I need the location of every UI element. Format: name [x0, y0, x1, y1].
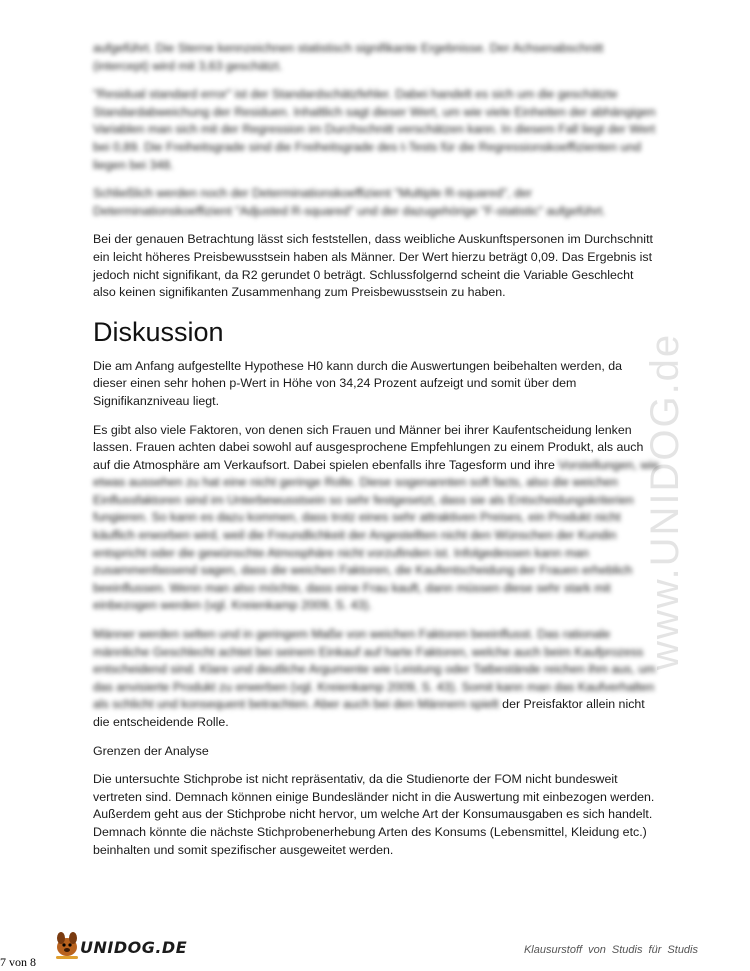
paragraph-men-blurred: Männer werden selten und in geringem Maße von weichen Faktoren beeinflusst. Das rationale männliche Geschlecht achtet bei seinem Einkauf auf harte Faktoren, welche auch beim Kaufprozess entscheidend sind. Klare und deutliche Argumente wie Leistung oder Tatbestände reichen ihm aus, um das anvisierte Produkt zu erwerben (vgl. Kreienkamp 2009, S. 43). Somit kann man das Kaufverhalten als schlicht und konsequent betrachten. Aber auch bei den Männern spielt [93, 627, 656, 712]
paragraph-men-visible: der Preisfaktor allein nicht die entscheidende Rolle. [93, 697, 645, 729]
page-content [93, 40, 659, 870]
paragraph-factors-blurred: Vorstellungen, wie etwas aussehen zu hat eine nicht geringe Rolle. Diese sogenannten soft facts, also die weichen Einflussfaktoren sind im Unterbewusstsein so sehr festgesetzt, dass sie als Entscheidungskriterien fungieren. So kann es dazu kommen, dass trotz eines sehr attraktiven Preises, ein Produkt nicht käuflich erworben wird, weil die Freundlichkeit der Angestellten nicht den Wünschen der Kundin entspricht oder die gewünschte Atmosphäre nicht vorzufinden ist. Infolgedessen kann man zusammenfassend sagen, dass die weichen Faktoren, die Kaufentscheidung der Frauen erheblich beeinflussen. Wenn man also möchte, dass eine Frau kauft, dann müssen diese sehr stark mit einbezogen werden (vgl. Kreienkamp 2009, S. 43). [93, 457, 659, 613]
subheading-limits: Grenzen der Analyse [93, 743, 209, 758]
heading-diskussion: Diskussion [93, 316, 224, 347]
paragraph-residual-error: "Residual standard error" ist der Standardschätzfehler. Dabei handelt es sich um die geschätzte Standardabweichung der Residuen. Inhaltlich sagt dieser Wert, um wie viele Einheiten der abhängigen Variablen man sich mit der Regression im Durchschnitt verschätzen kann. In diesem Fall liegt der Wert bei 0,89. Die Freiheitsgrade sind die Freiheitsgrade des t-Tests für die Regressionskoeffizienten und liegen bei 348. [93, 87, 656, 172]
footer-logo-text: UNIDOG.DE [80, 938, 188, 957]
watermark-text: www.UNIDOG.de [643, 332, 687, 670]
paragraph-gender-result: Bei der genauen Betrachtung lässt sich feststellen, dass weibliche Auskunftspersonen im Durchschnitt ein leicht höheres Preisbewusstsein haben als Männer. Der Wert hierzu beträgt 0,09. Das Ergebnis ist jedoch nicht signifikant, da R2 gerundet 0 beträgt. Schlussfolgernd scheint die Variable Geschlecht also keinen signifikanten Zusammenhang zum Preisbewusstsein zu haben. [93, 232, 653, 300]
paragraph-hypothesis: Die am Anfang aufgestellte Hypothese H0 kann durch die Auswertungen beibehalten werden, da dieser einen sehr hohen p-Wert in Höhe von 34,24 Prozent aufzeigt und somit über dem Signifikanzniveau liegt. [93, 358, 623, 408]
footer-tagline: Klausurstoff von Studis für Studis [523, 944, 698, 956]
paragraph-limits: Die untersuchte Stichprobe ist nicht repräsentativ, da die Studienorte der FOM nicht bundesweit vertreten sind. Demnach können einige Bundesländer nicht in die Auswertung mit einbezogen werden. Außerdem geht aus der Stichprobe nicht hervor, um welche Art der Konsumausgaben es sich handelt. Demnach könnte die nächste Stichprobenerhebung Arten des Konsums (Lebensmittel, Kleidung etc.) beinhalten und somit spezifischer ausgeweitet werden. [93, 772, 655, 857]
page-number: 7 von 8 [0, 955, 36, 969]
paragraph-r-squared: Schließlich werden noch der Determinationskoeffizient "Multiple R-squared", der Determinationskoeffizient "Adjusted R-squared" und der dazugehörige "F-statistic" aufgeführt. [93, 186, 606, 218]
paragraph-factors [93, 422, 659, 616]
paragraph-factors-visible: Es gibt also viele Faktoren, von denen sich Frauen und Männer bei ihrer Kaufentscheidung lenken lassen. Frauen achten dabei sowohl auf ausgesprochene Empfehlungen zu einem Produkt, als auch auf die Atmosphäre am Verkaufsort. Dabei spielen ebenfalls ihre Tagesform und ihre [93, 422, 644, 472]
paragraph-men [93, 626, 659, 732]
paragraph-regression-intro: aufgeführt. Die Sterne kennzeichnen statistisch signifikante Ergebnisse. Der Achsenabschnitt (intercept) wird mit 3,63 geschätzt. [93, 41, 604, 73]
